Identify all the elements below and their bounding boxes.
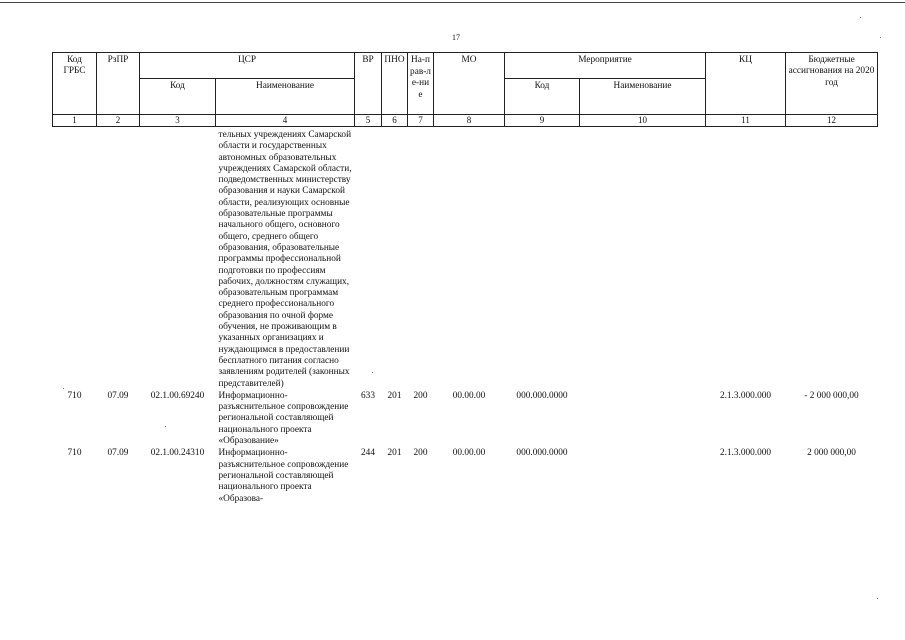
header-csr: ЦСР: [140, 53, 355, 79]
cell-kc: 2.1.3.000.000: [719, 390, 772, 401]
cell-vr: 633: [361, 390, 375, 401]
header-event-name: Наименование: [580, 79, 706, 115]
column-number: 9: [505, 115, 580, 127]
cell-grbs: 710: [67, 448, 82, 459]
cell-event-kod: [505, 127, 580, 390]
cell-csr-kod: 02.1.00.24310: [150, 448, 205, 459]
scan-speck: [877, 598, 878, 599]
column-number: 3: [140, 115, 216, 127]
cell-amount: - 2 000 000,00: [804, 390, 859, 401]
header-rzpr: РзПР: [97, 53, 140, 115]
cell-csr-kod: [140, 127, 216, 390]
cell-rzpr: [97, 127, 140, 390]
header-budget: Бюджетные ассигнования на 2020 год: [786, 53, 878, 115]
cell-vr: [355, 127, 382, 390]
page-number: 17: [452, 33, 460, 42]
cell-event-name: [580, 127, 706, 390]
cell-pno: 201: [387, 448, 402, 459]
cell-rzpr: 07.09: [107, 390, 129, 401]
cell-kc: 2.1.3.000.000: [719, 448, 772, 459]
header-pno: ПНО: [382, 53, 408, 115]
table-row: [53, 127, 878, 390]
cell-event-name: [580, 447, 706, 504]
header-csr-kod: Код: [140, 79, 216, 115]
column-number: 5: [355, 115, 382, 127]
scan-speck: [880, 37, 881, 38]
cell-amount: 2 000 000,00: [807, 448, 856, 459]
header-vr: ВР: [355, 53, 382, 115]
cell-pno: [382, 127, 408, 390]
cell-pno: 201: [387, 390, 402, 401]
header-csr-name: Наименование: [216, 79, 355, 115]
column-number: 1: [53, 115, 97, 127]
column-number: 10: [580, 115, 706, 127]
cell-grbs: 710: [67, 390, 82, 401]
cell-napr: 200: [413, 390, 428, 401]
scan-speck: [860, 17, 861, 18]
table-row: [53, 447, 878, 504]
header-napravlenie: На-прав-ле-ние: [408, 53, 434, 115]
column-number: 12: [786, 115, 878, 127]
table-row: [53, 390, 878, 447]
cell-name: Информационно-разъяснительное сопровождение региональной составляющей национального проекта «Образование»: [218, 390, 349, 447]
cell-name: Информационно-разъяснительное сопровождение региональной составляющей национального проекта «Образова-: [218, 448, 349, 504]
cell-mo: 00.00.00: [452, 390, 486, 401]
cell-name: тельных учреждениях Самарской области и государственных автономных образовательных учреждениях Самарской области, подведомственных министерству образования и науки Самарской области, реализующих основные образовательные программы начального общего, основного общего, среднего общего образования, образовательные программы профессиональной подготовки по профессиям рабочих, должностям служащих, образовательным программам среднего профессионального образования по очной форме обучения, не проживающим в указанных организациях и нуждающимся в предоставлении бесплатного питания согласно заявлениям родителей (законных представителей): [218, 130, 352, 389]
page-top-rule: [0, 2, 905, 3]
header-event: Мероприятие: [505, 53, 706, 79]
header-kod-grbs: Код ГРБС: [53, 53, 97, 115]
column-number: 2: [97, 115, 140, 127]
header-kc: КЦ: [706, 53, 786, 115]
column-number: 4: [216, 115, 355, 127]
column-number: 6: [382, 115, 408, 127]
column-number: 11: [706, 115, 786, 127]
column-number: 7: [408, 115, 434, 127]
cell-mo: 00.00.00: [452, 448, 486, 459]
cell-event-name: [580, 390, 706, 447]
cell-vr: 244: [361, 448, 375, 459]
cell-grbs: [53, 127, 97, 390]
column-number-row: [53, 115, 878, 127]
header-event-kod: Код: [505, 79, 580, 115]
cell-amount: [786, 127, 878, 390]
cell-napr: [408, 127, 434, 390]
cell-event-kod: 000.000.0000: [516, 448, 568, 459]
cell-event-kod: 000.000.0000: [516, 390, 568, 401]
cell-mo: [434, 127, 505, 390]
budget-table: [52, 52, 878, 505]
cell-csr-kod: 02.1.00.69240: [150, 390, 205, 401]
cell-rzpr: 07.09: [107, 448, 129, 459]
column-number: 8: [434, 115, 505, 127]
cell-kc: [706, 127, 786, 390]
header-mo: МО: [434, 53, 505, 115]
cell-napr: 200: [413, 448, 428, 459]
